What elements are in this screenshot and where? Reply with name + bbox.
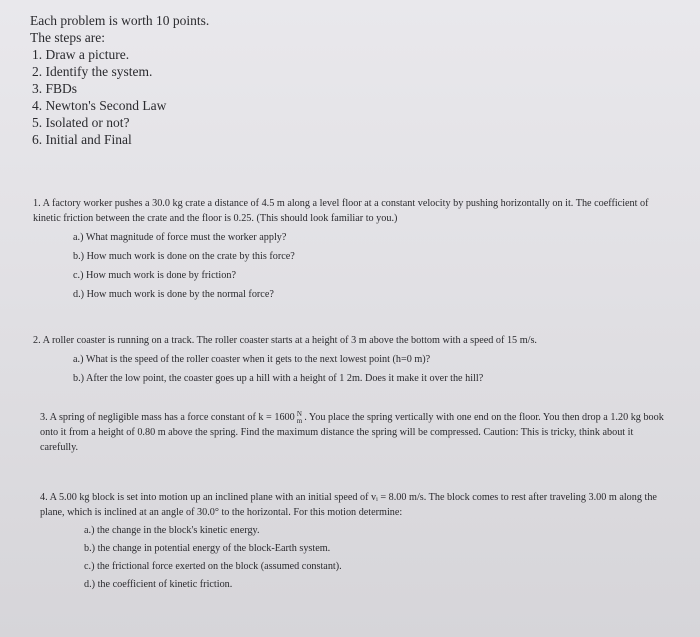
problem-1: [33, 196, 663, 302]
step-item: 3. FBDs: [32, 81, 78, 96]
problem-1-part-d: d.) How much work is done by the normal force?: [73, 289, 274, 300]
problem-1-text: 1. A factory worker pushes a 30.0 kg crate a distance of 4.5 m along a level floor at a constant velocity by pushing horizontally on it. The coefficient of kinetic friction between the crate and the floor is 0.25. (This should look familiar to you.): [33, 198, 649, 224]
problem-3-text-end: . You place the spring vertically with one end on the floor. You then drop a 1.20 kg book onto it from a height of 0.80 m above the spring. Find the maximum distance the spring will be compressed. Caution: This is tricky, think about it carefully.: [40, 412, 664, 453]
step-item: 2. Identify the system.: [32, 64, 153, 79]
problem-1-part-c: c.) How much work is done by friction?: [73, 270, 236, 281]
problem-1-part-a: a.) What magnitude of force must the worker apply?: [73, 232, 287, 243]
step-item: 5. Isolated or not?: [32, 115, 130, 130]
problem-4-part-c: c.) the frictional force exerted on the block (assumed constant).: [84, 561, 342, 572]
instructions-block: [30, 12, 209, 148]
unit-denominator: m: [296, 416, 303, 425]
problem-2: [33, 333, 663, 386]
problem-4-part-d: d.) the coefficient of kinetic friction.: [84, 579, 233, 590]
step-item: 4. Newton's Second Law: [32, 98, 167, 113]
problem-3-text-start: 3. A spring of negligible mass has a force constant of k = 1600: [40, 412, 295, 423]
problem-4-part-b: b.) the change in potential energy of the block-Earth system.: [84, 543, 331, 554]
steps-label: The steps are:: [30, 30, 105, 45]
problem-1-part-b: b.) How much work is done on the crate by this force?: [73, 251, 295, 262]
points-heading: Each problem is worth 10 points.: [30, 13, 210, 28]
unit-numerator: N: [296, 409, 302, 418]
step-item: 6. Initial and Final: [32, 132, 132, 147]
spring-constant-unit: [297, 411, 302, 425]
problem-3: [40, 410, 670, 455]
problem-2-part-b: b.) After the low point, the coaster goes up a hill with a height of 1 2m. Does it make it over the hill?: [73, 373, 484, 384]
problem-2-text: 2. A roller coaster is running on a track. The roller coaster starts at a height of 3 m above the bottom with a speed of 15 m/s.: [33, 335, 537, 346]
problem-2-part-a: a.) What is the speed of the roller coaster when it gets to the next lowest point (h=0 m)?: [73, 354, 431, 365]
problem-4: [40, 490, 670, 592]
problem-3-text: [40, 410, 670, 455]
problem-4-text: 4. A 5.00 kg block is set into motion up an inclined plane with an initial speed of vᵢ = 8.00 m/s. The block comes to rest after traveling 3.00 m along the plane, which is inclined at an angle of 30.0° to the horizontal. For this motion determine:: [40, 492, 657, 518]
step-item: 1. Draw a picture.: [32, 47, 130, 62]
problem-4-part-a: a.) the change in the block's kinetic energy.: [84, 525, 260, 536]
